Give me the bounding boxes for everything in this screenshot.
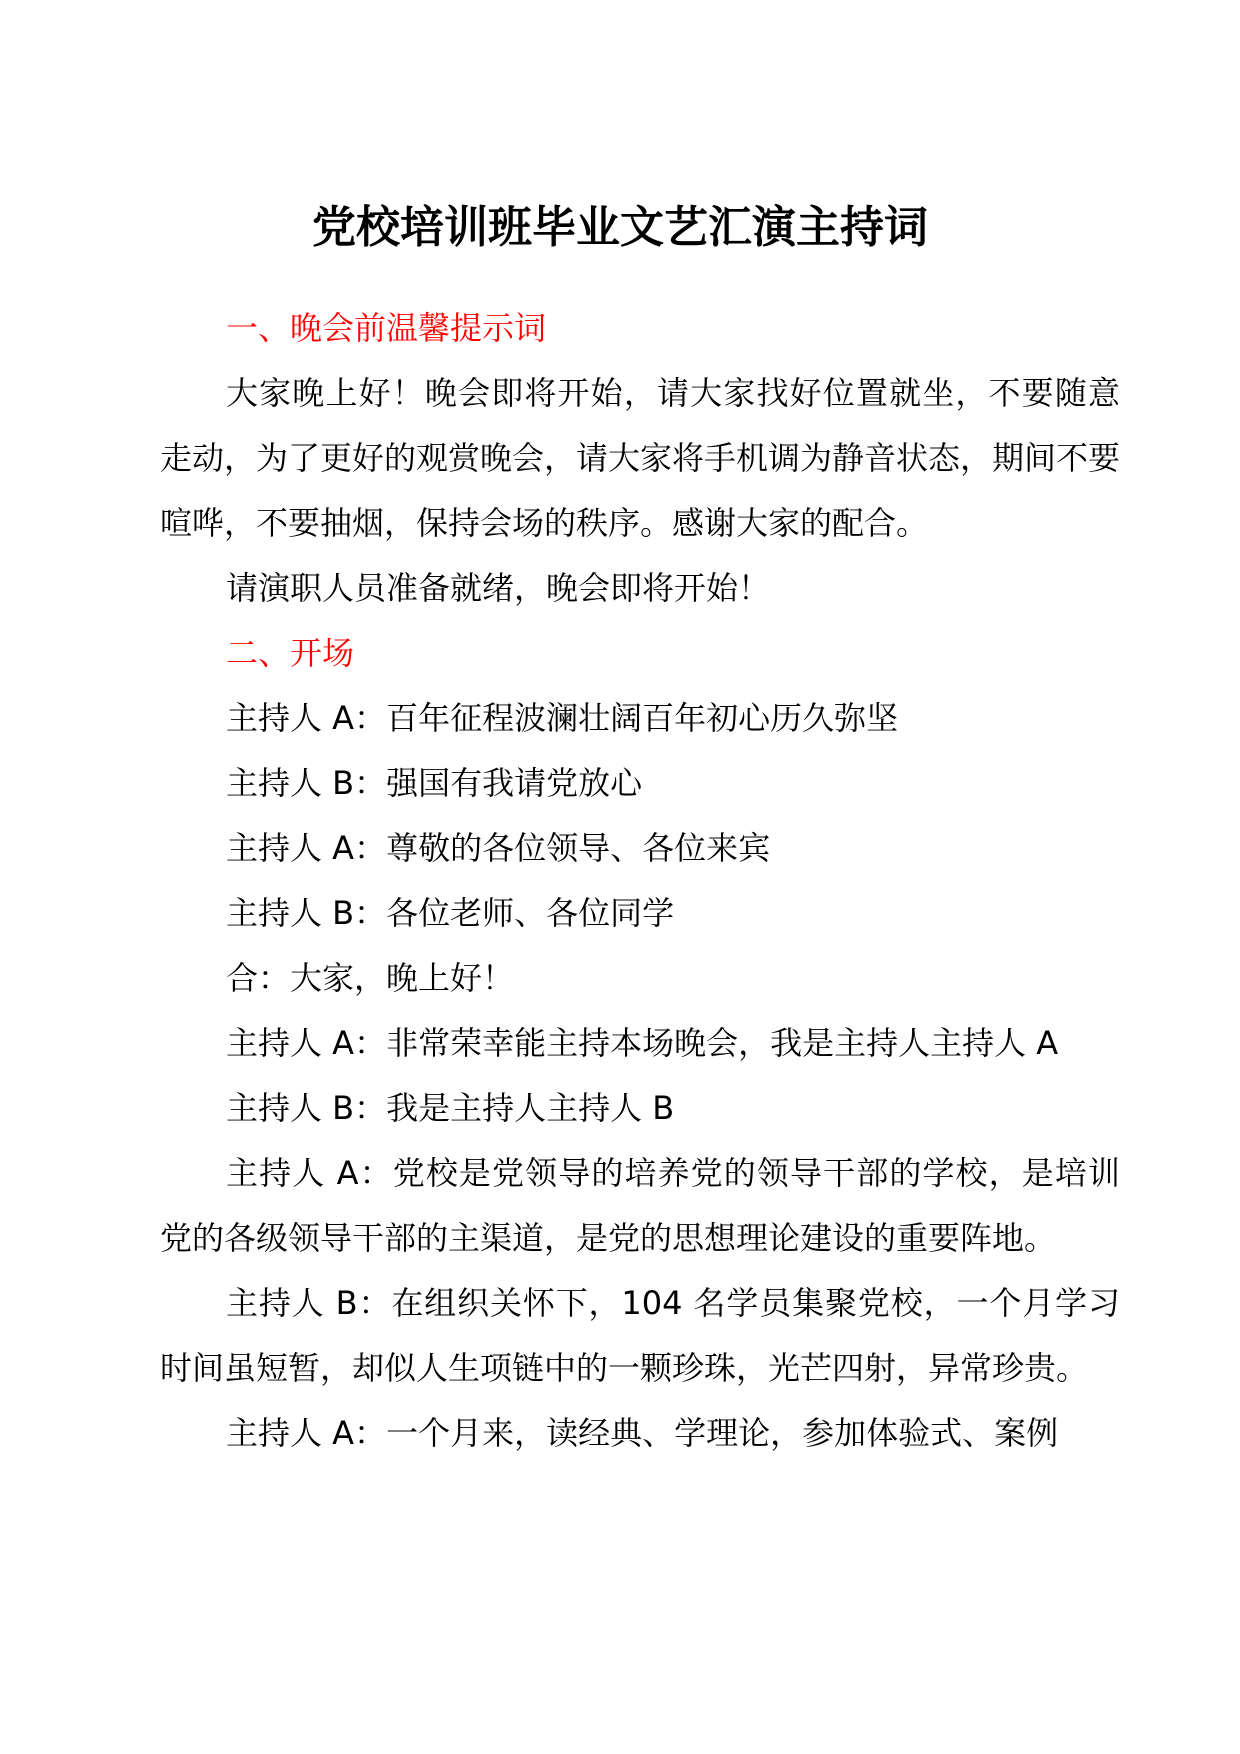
dialogue-line: 主持人 B：在组织关怀下，104 名学员集聚党校，一个月学习时间虽短暂，却似人生项链中的一颗珍珠，光芒四射，异常珍贵。 — [160, 1284, 1120, 1387]
dialogue-line: 主持人 B：强国有我请党放心 — [226, 764, 643, 802]
dialogue-line: 主持人 A：尊敬的各位领导、各位来宾 — [226, 829, 771, 867]
paragraph-reminder: 大家晚上好！晚会即将开始，请大家找好位置就坐，不要随意走动，为了更好的观赏晚会，请大家将手机调为静音状态，期间不要喧哗，不要抽烟，保持会场的秩序。感谢大家的配合。 — [160, 374, 1121, 542]
dialogue-line: 主持人 A：党校是党领导的培养党的领导干部的学校，是培训党的各级领导干部的主渠道，是党的思想理论建设的重要阵地。 — [160, 1154, 1120, 1257]
dialogue-line: 主持人 B：各位老师、各位同学 — [226, 894, 675, 932]
dialogue-line: 主持人 A：非常荣幸能主持本场晚会，我是主持人主持人 A — [226, 1024, 1059, 1062]
document-title: 党校培训班毕业文艺汇演主持词 — [312, 202, 928, 253]
dialogue-line: 主持人 A：一个月来，读经典、学理论，参加体验式、案例 — [226, 1414, 1059, 1452]
dialogue-line: 主持人 A：百年征程波澜壮阔百年初心历久弥坚 — [226, 699, 899, 737]
dialogue-line: 合：大家，晚上好！ — [226, 959, 515, 997]
document-body — [160, 296, 1120, 1466]
dialogue-line: 主持人 B：我是主持人主持人 B — [226, 1089, 675, 1127]
section-heading-2: 二、开场 — [226, 634, 355, 672]
paragraph-ready: 请演职人员准备就绪，晚会即将开始！ — [226, 569, 771, 607]
section-heading-1: 一、晚会前温馨提示词 — [226, 309, 547, 347]
